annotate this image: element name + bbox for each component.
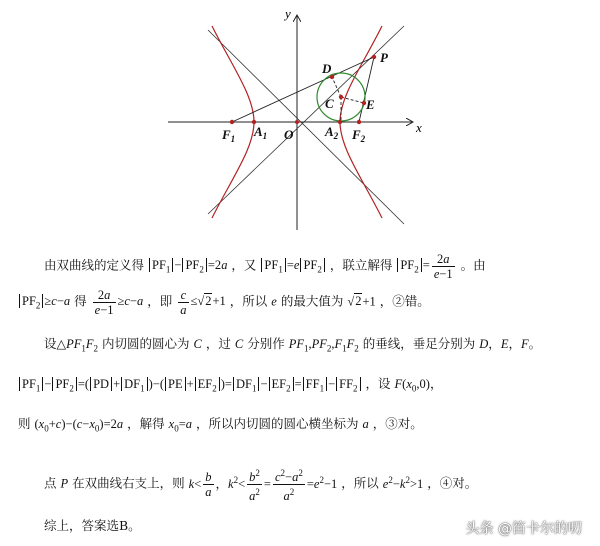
y-axis-label: y (285, 6, 291, 21)
text-fragment: 的垂线，垂足分别为 (362, 336, 476, 351)
label-D: D (322, 61, 332, 76)
text-fragment: ，联立解得 (329, 257, 393, 273)
label-A1: A (254, 124, 263, 139)
text-fragment: ，所以内切圆的圆心横坐标为 (195, 416, 359, 431)
text-fragment: ，设 (365, 376, 391, 391)
text-fragment: 由双曲线的定义得 (44, 257, 145, 273)
text-fragment: ，即 (147, 293, 173, 309)
label-A2: A (325, 124, 334, 139)
label-F2: F (352, 127, 361, 142)
point-C (339, 95, 343, 99)
label-P: P (380, 50, 388, 65)
label-O: O (284, 127, 294, 142)
text-fragment: ，过 (205, 336, 231, 351)
text-fragment: 内切圆的圆心为 (102, 336, 190, 351)
solution-line-3: 设$\triangle PF_1F_2$ 内切圆的圆心为 C ，过 C 分别作 $PF_1,PF_2,F_1F_2$ 的垂线，垂足分别为 D，E，F。 (44, 336, 542, 354)
text-fragment: 的最大值为 (280, 293, 344, 309)
svg-text:F1 (221, 127, 235, 144)
text-fragment: 得 (74, 293, 87, 309)
label-A2-sub: 2 (333, 131, 339, 141)
text-fragment: 在双曲线右支上，则 (72, 475, 185, 491)
solution-line-5: 则 $(x_0+c)-(c-x_0)=2a$ ，解得 $x_0=a$ ，所以内切圆的圆心横坐标为 a ，③对。 (18, 416, 423, 434)
label-F1: F (222, 127, 231, 142)
svg-text:A2 (324, 124, 339, 141)
text-fragment: 。由 (460, 257, 486, 273)
text-fragment: 则 (18, 416, 31, 431)
label-C: C (325, 96, 334, 111)
point-F1 (230, 120, 234, 124)
point-A2 (338, 120, 342, 124)
text-fragment: ，又 (231, 257, 257, 273)
text-fragment: ，④对。 (427, 475, 478, 491)
svg-text:A1 (253, 124, 267, 141)
text-fragment: ，所以 (341, 475, 379, 491)
label-E: E (366, 97, 375, 112)
text-fragment: 点 (44, 475, 57, 491)
solution-line-2: $PF_2 \ge c-a$ 得 $\frac{2a}{e-1}$ ≥c−a ，即 $\frac{c}{a}$ ≤√2+1 ，所以 e 的最大值为 √2+1 ，②错。 (0, 288, 600, 317)
x-axis-label: x (416, 120, 422, 135)
point-F2 (357, 120, 361, 124)
solution-line-4: $PF_1 - PF_2$ =( PD + $DF_1$ )−( PE + $EF_2$ )= $DF_1 - EF_2 = FF_1 - FF_2$ ，设 $F(x_0,0)$， (0, 374, 600, 399)
line-F1-P (232, 57, 374, 122)
label-F2-sub: 2 (360, 134, 366, 144)
text-fragment: ，所以 (229, 293, 268, 309)
label-A1-sub: 1 (262, 131, 268, 141)
hyperbola-figure (0, 0, 600, 236)
text-fragment: ，②错。 (379, 293, 430, 309)
solution-line-1: 由双曲线的定义得 $PF_1 - PF_2 =2a$ ，又 $PF_1 =e$ $PF_2$ ，联立解得 $PF_2$ = $\frac{2a}{e-1}$ 。由 (44, 252, 486, 281)
label-F1-sub: 1 (230, 134, 236, 144)
watermark: 头条 @笛卡尔的叨 (465, 521, 582, 537)
solution-line-6: 点 P 在双曲线右支上，则 k< $\frac{b}{a}$ ，$k^2<$ $\frac{b^2}{a^2}$ = $\frac{c^2-a^2}{a^2}$ $=e^2-1$ ，所以 $e^2-k^2>1$ ，④对。 (44, 468, 478, 504)
text-fragment: 综上，答案选B。 (44, 518, 141, 533)
text-fragment: 设△ (44, 336, 67, 351)
text-fragment: ，解得 (127, 416, 165, 431)
text-fragment: ，③对。 (372, 416, 423, 431)
text-fragment: 分别作 (247, 336, 285, 351)
point-O (295, 120, 299, 124)
svg-text:F2 (351, 127, 366, 144)
point-P (372, 55, 376, 59)
text-fragment: 。 (528, 336, 542, 351)
